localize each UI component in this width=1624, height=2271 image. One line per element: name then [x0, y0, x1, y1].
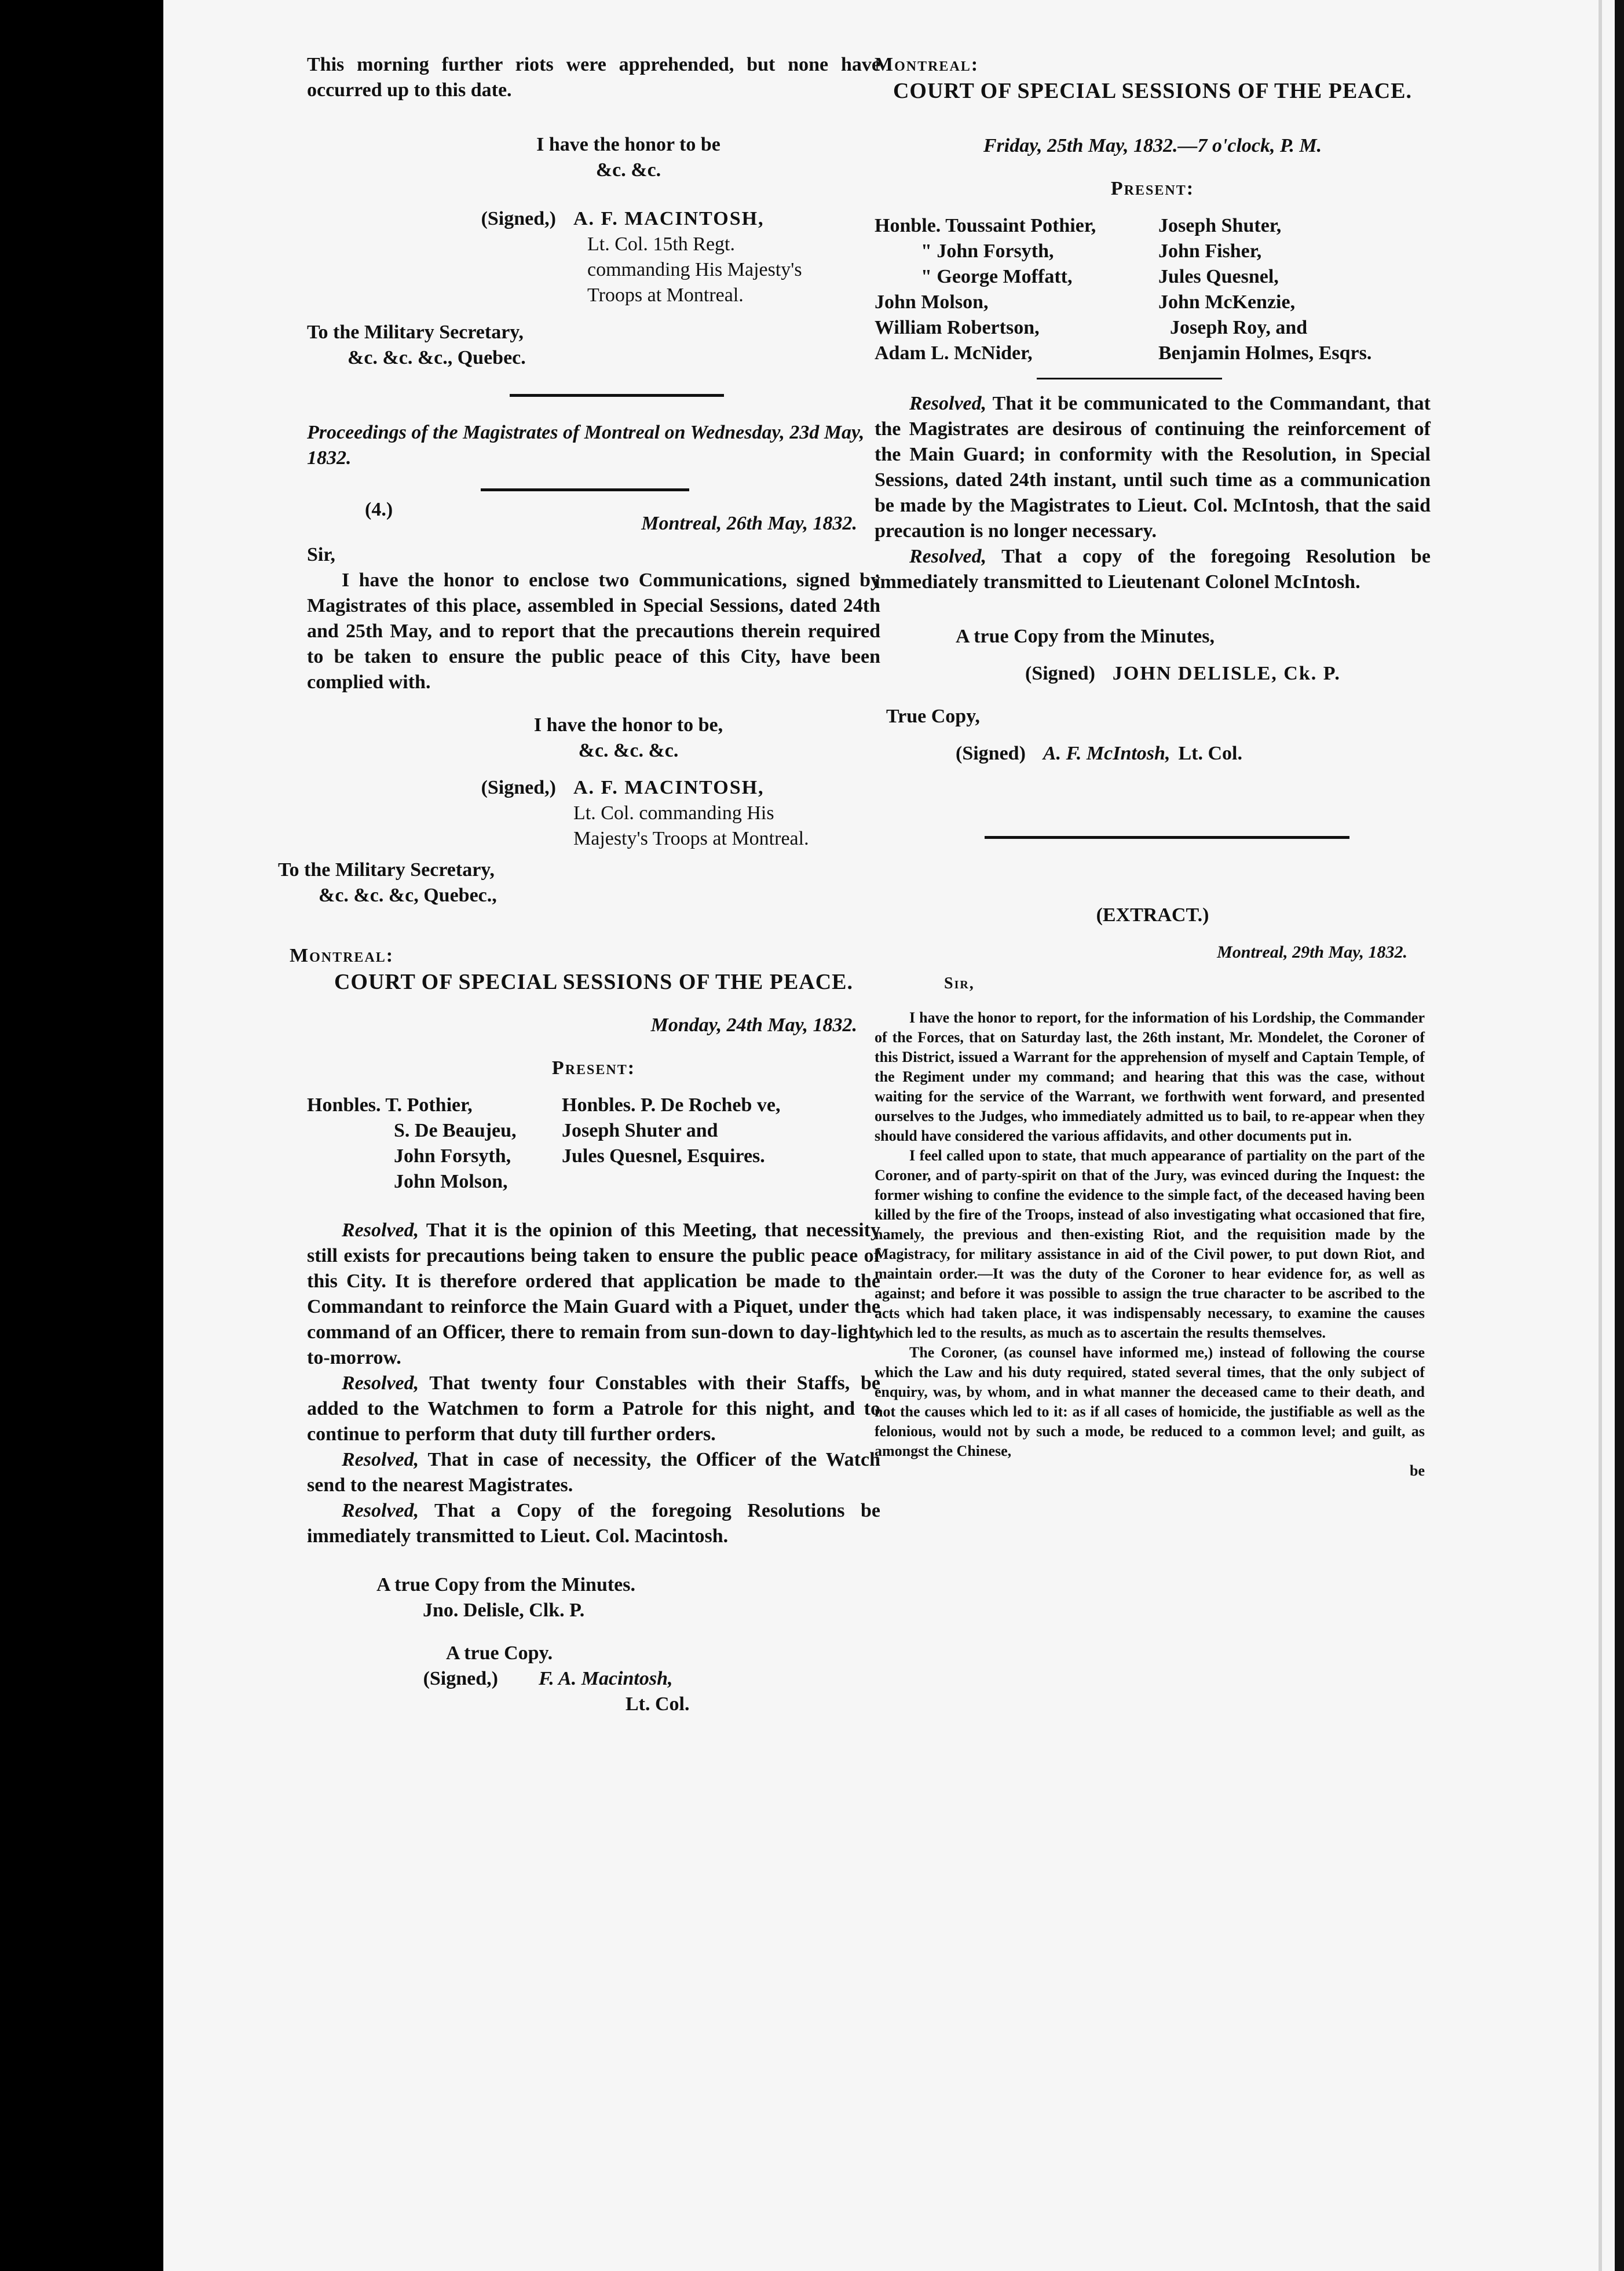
clerk-signature: Jno. Delisle, Clk. P. — [423, 1600, 585, 1621]
signature-block-3 — [307, 1666, 880, 1717]
present-column-2 — [1158, 213, 1431, 366]
resolution-3 — [307, 1447, 880, 1498]
signatory-name: A. F. MACINTOSH, — [573, 208, 765, 229]
addressee-line2: &c. &c. &c., Quebec. — [348, 347, 526, 368]
extract-paragraph: I feel called upon to state, that much appearance of partiality on the part of the Coroner, and of party-spirit on that of the Jury, was evinced during the Inquest: the former wishing to confine the evidence to the simple fact, of the deceased having been killed by the fire of the Troops, instead of also investigating what occasioned that fire, namely, the previous and then-existing Riot, and the requisition made by the Magistracy, for military assistance in aid of the Civil power, to put down Riot, and maintain order.—It was the duty of the Coroner to hear evidence for, as well as against; and before it was possible to assign the true character to be ascribed to the acts which had taken place, it was indispensably necessary, to examine the causes which led to the results, as much as to ascertain the results themselves. — [875, 1147, 1425, 1341]
signature-text — [573, 775, 840, 852]
present-column-1 — [875, 213, 1158, 366]
signatory-name: F. A. Macintosh, — [539, 1668, 673, 1689]
present-name: William Robertson, — [875, 317, 1040, 338]
addressee-line2: &c. &c. &c, Quebec., — [319, 885, 497, 906]
document-number: (4.) — [365, 499, 393, 520]
present-name: Joseph Roy, and — [1170, 317, 1308, 338]
catchword: be — [1410, 1462, 1425, 1479]
signed-prefix: (Signed,) — [481, 777, 556, 798]
location-label: Montreal: — [290, 945, 394, 966]
right-column — [875, 35, 1431, 1481]
present-name: Jules Quesnel, Esquires. — [562, 1145, 765, 1167]
addressee: To the Military Secretary, — [307, 322, 524, 343]
extract-paragraph: The Coroner, (as counsel have informed me,) instead of following the course which the Law and his duty required, stated several times, that the only subject of enquiry, was, by whom, and in what manner the deceased came to their death, and not the causes which led to it: as if all cases of homicide, the justifiable as well as the felonious, would not by such a mode, be reduced to a common level; and guilt, as amongst the Chinese, — [875, 1344, 1425, 1459]
extract-paragraph: I have the honor to report, for the information of his Lordship, the Commander of the Forces, that on Saturday last, the 26th instant, Mr. Mondelet, the Coroner of this District, issued a Warrant for the apprehension of myself and Captain Temple, of the Regiment under my command; and hearing that this was the case, without waiting for the service of the Warrant, we forthwith went forward, and presented ourselves to the Judges, who immediately admitted us to bail, to re-appear when they should have considered the various affidavits, and other documents put in. — [875, 1009, 1425, 1144]
present-list — [875, 213, 1431, 366]
resolution-text: That it is the opinion of this Meeting, that necessity still exists for precautions being taken to ensure the public peace of this City. It is therefore ordered that application be made to the Commandant to reinforce the Main Guard with a Piquet, under the command of an Officer, there to remain from sun-down to day-light, to-morrow. — [307, 1220, 881, 1368]
signed-prefix: (Signed,) — [423, 1668, 498, 1689]
section-rule — [985, 836, 1349, 839]
right-edge — [1615, 0, 1624, 2271]
section-rule — [481, 488, 689, 491]
clerk-signature-block — [875, 661, 1431, 687]
signed-prefix: (Signed,) — [481, 208, 556, 229]
true-copy-minutes: A true Copy from the Minutes. — [376, 1574, 635, 1595]
resolution-1 — [307, 1218, 880, 1371]
resolved-label: Resolved, — [342, 1500, 419, 1521]
clerk-signature: JOHN DELISLE, Ck. P. — [1112, 663, 1341, 684]
present-name: John McKenzie, — [1158, 291, 1296, 313]
resolved-label: Resolved, — [342, 1449, 419, 1470]
present-name: S. De Beaujeu, — [394, 1120, 517, 1141]
extract-date: Montreal, 29th May, 1832. — [1217, 943, 1407, 962]
court-title: COURT OF SPECIAL SESSIONS OF THE PEACE. — [334, 970, 854, 994]
true-copy: A true Copy. — [446, 1642, 553, 1664]
signature-text — [510, 1666, 770, 1717]
resolution-text: That in case of necessity, the Officer of the Watch send to the nearest Magistrates. — [307, 1449, 881, 1496]
present-column-1 — [307, 1093, 562, 1195]
dateline: Montreal, 26th May, 1832. — [641, 513, 857, 534]
present-name: John Fisher, — [1158, 240, 1262, 262]
present-column-2 — [562, 1093, 863, 1195]
present-label: Present: — [551, 1057, 636, 1079]
closing-line: I have the honor to be, — [533, 714, 723, 736]
proceedings-title: Proceedings of the Magistrates of Montreal on Wednesday, 23d May, 1832. — [307, 422, 865, 469]
true-copy-minutes: A true Copy from the Minutes, — [956, 626, 1215, 647]
resolution-1 — [875, 391, 1431, 544]
resolved-label: Resolved, — [342, 1220, 419, 1241]
resolution-text: That twenty four Constables with their Staffs, be added to the Watchmen to form a Patrole for this night, and to continue to perform that duty till further orders. — [307, 1372, 880, 1445]
intro-paragraph: This morning further riots were apprehended, but none have occurred up to this date. — [307, 54, 880, 101]
signature-block-2 — [307, 775, 880, 852]
resolved-label: Resolved, — [909, 546, 987, 567]
signature-text — [573, 206, 817, 308]
left-column — [278, 35, 881, 1717]
signatory-title: Lt. Col. commanding His Majesty's Troops at Montreal. — [573, 802, 809, 849]
present-name: John Forsyth, — [394, 1145, 511, 1167]
salutation: Sir, — [307, 544, 335, 565]
resolution-4 — [307, 1498, 880, 1549]
resolved-label: Resolved, — [342, 1372, 419, 1394]
present-name: Benjamin Holmes, Esqrs. — [1158, 342, 1372, 364]
present-list — [307, 1093, 880, 1195]
present-name: Honbles. T. Pothier, — [307, 1094, 473, 1116]
closing-etc: &c. &c. &c. — [578, 740, 679, 761]
closing-line: I have the honor to be — [536, 134, 720, 155]
court-date: Friday, 25th May, 1832.—7 o'clock, P. M. — [983, 135, 1322, 156]
signature-block-1 — [307, 206, 880, 308]
present-name: Honble. Toussaint Pothier, — [875, 215, 1096, 236]
extract-label: (EXTRACT.) — [1096, 904, 1209, 926]
extract-body — [875, 1008, 1431, 1481]
resolved-label: Resolved, — [909, 393, 987, 414]
present-name: Joseph Shuter and — [562, 1120, 718, 1141]
section-rule — [510, 394, 724, 397]
present-name: John Molson, — [875, 291, 989, 313]
addressee: To the Military Secretary, — [278, 859, 495, 881]
signatory-name: A. F. McIntosh, — [1043, 743, 1171, 764]
resolution-text: That a Copy of the foregoing Resolutions be immediately transmitted to Lieut. Col. Macintosh. — [307, 1500, 881, 1547]
signatory-title: Lt. Col. 15th Regt. commanding His Majesty's Troops at Montreal. — [587, 233, 802, 306]
resolution-2 — [875, 544, 1431, 595]
location-label: Montreal: — [875, 54, 979, 75]
letter-body: I have the honor to enclose two Communications, signed by Magistrates of this place, assembled in Special Sessions, dated 24th and 25th May, and to report that the precautions therein required to be taken to ensure the public peace of this City, have been complied with. — [307, 569, 880, 693]
resolution-text: That it be communicated to the Commandant, that the Magistrates are desirous of continuing the reinforcement of the Main Guard; in conformity with the Resolution, in Special Sessions, dated 24th instant, until such time as a communication be made by the Magistrates to Lieut. Col. McIntosh, that the said precaution is no longer necessary. — [875, 393, 1431, 542]
signed-prefix: (Signed) — [1025, 663, 1095, 684]
signatory-title: Lt. Col. — [626, 1693, 690, 1715]
closing-etc: &c. &c. — [595, 159, 661, 181]
court-date: Monday, 24th May, 1832. — [650, 1014, 857, 1036]
true-copy: True Copy, — [886, 706, 980, 727]
page-fold-line — [1599, 0, 1602, 2271]
present-name: Honbles. P. De Rocheb ve, — [562, 1094, 781, 1116]
present-name: Jules Quesnel, — [1158, 266, 1279, 287]
resolution-2 — [307, 1371, 880, 1447]
section-rule — [1037, 378, 1222, 379]
present-name: " George Moffatt, — [921, 266, 1073, 287]
extract-salutation: Sir, — [944, 974, 975, 992]
present-name: John Molson, — [394, 1171, 508, 1192]
present-name: " John Forsyth, — [921, 240, 1054, 262]
court-title: COURT OF SPECIAL SESSIONS OF THE PEACE. — [893, 79, 1413, 103]
present-name: Joseph Shuter, — [1158, 215, 1282, 236]
resolution-text: That a copy of the foregoing Resolution be immediately transmitted to Lieutenant Colonel McIntosh. — [875, 546, 1431, 593]
signed-prefix: (Signed) — [956, 743, 1026, 764]
signature-block — [875, 741, 1431, 766]
signatory-title: Lt. Col. — [1178, 743, 1242, 764]
present-name: Adam L. McNider, — [875, 342, 1033, 364]
present-label: Present: — [1110, 178, 1195, 199]
signatory-name: A. F. MACINTOSH, — [573, 777, 765, 798]
